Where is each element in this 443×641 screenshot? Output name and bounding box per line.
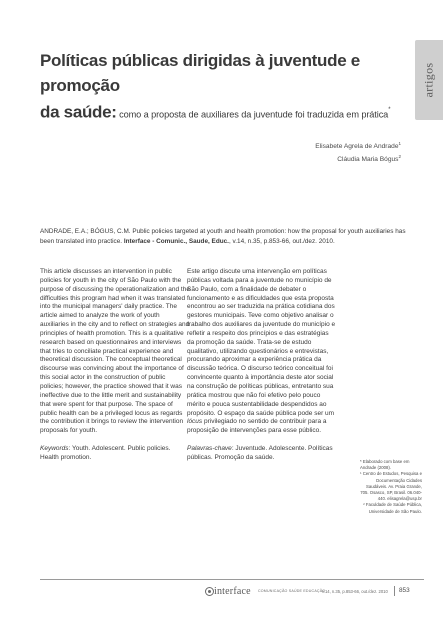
keywords-list: : Juventude. Adolescente. Políticas públicas. Promoção da saúde. [187,445,333,461]
title-note-mark: * [388,107,391,113]
citation [40,227,410,246]
page-number: 853 [399,587,410,594]
abstract-body-part: privilegiado no sentido de contribuir para a proposição de intervenções para esse público. [187,418,327,435]
abstract-portuguese [187,268,337,463]
footnotes [360,459,422,515]
journal-logo: interface [214,586,251,597]
keywords [187,445,337,463]
keywords-list: : Youth. Adolescent. Public policies. Health promotion. [40,445,171,461]
author-name: Elisabete Agrela de Andrade [315,143,399,151]
author [315,152,401,165]
author-name: Cláudia Maria Bógus [337,156,399,164]
authors [315,139,401,165]
title-line-1: Políticas públicas dirigidas à juventude e promoção [40,51,360,95]
abstract-body-part: Este artigo discute uma intervenção em políticas públicas voltada para a juventude no município de São Paulo, com a finalidade de debater o funcionamento e as dificuldades que esta proposta encontrou ao ser traduzida na prática cotidiana dos gestores municipais. Teve como objetivo analisar o trabalho dos auxiliares da juventude do município e refletir a respeito dos princípios e das estratégias da promoção da saúde. Trata-se de estudo qualitativo, utilizando questionários e entrevistas, procurando aproximar a experiência prática da discussão teórica. O discurso teórico conceitual foi convincente quanto à importância deste ator social na construção de políticas públicas, entretanto sua prática mostrou que não foi efetivo pelo pouco mérito e pouca sustentabilidade despendidos ao propósito. O espaço da saúde pública pode ser um [187,268,336,417]
author [315,139,401,152]
abstract-body-italic: lócus [187,418,203,426]
title-subtitle: como a proposta de auxiliares da juventude foi traduzida em prática [116,109,389,120]
author-mark: 1 [398,141,401,146]
page-footer [0,586,443,600]
footer-divider [40,579,424,580]
footnote: ¹ Centro de Estudos, Pesquisa e Documentação Cidades Saudáveis. Av. Praia Grande, 705. Osasco, SP, Brasil. 06.040-440. elisagrela@usp.br [360,471,422,502]
citation-details: , v.14, n.35, p.853-66, out./dez. 2010. [228,237,335,245]
footnote: ² Faculdade de Saúde Pública, Universidade de São Paulo. [363,502,422,514]
article-title [40,48,410,127]
keywords-label: Palavras-chave [187,445,232,453]
citation-text: ANDRADE, E.A.; BÓGUS, C.M. Public policies targeted at youth and health promotion: how the proposal for youth auxiliaries has been translated into practice. [40,228,406,245]
abstract-body: This article discusses an intervention in public policies for youth in the city of São Paulo with the purpose of discussing the operationalization and the difficulties this program had when it was translated into the municipal managers' daily practice. The article aimed to analyze the work of youth auxiliaries in the city and to reflect on strategies and principles of health promotion. This is a qualitative research based on questionnaires and interviews that tries to conciliate practical experience and theoretical discussion. The conceptual theoretical discourse was convincing about the importance of this social actor in the construction of public policies; however, the practice showed that it was ineffective due to the little merit and sustainability that were spent for that purpose. The space of public health can be a privileged locus as regards the contribution it brings to review the intervention proposals for youth. [40,268,190,435]
author-mark: 2 [398,154,401,160]
keywords-label: Keywords [40,445,69,453]
abstract-english [40,268,190,463]
section-tab [415,40,443,120]
interface-logo-icon [205,587,214,596]
footer-separator [394,586,395,596]
footnote: * Elaborado com base em Andrade (2008). [360,459,410,471]
abstract-body [187,268,337,436]
volume-info: v.14, n.35, p.853-66, out./dez. 2010 [322,588,388,594]
journal-subtitle: COMUNICAÇÃO SAÚDE EDUCAÇÃO [258,589,326,593]
keywords [40,445,190,463]
section-label: artigos [421,62,436,98]
citation-journal: Interface - Comunic., Saude, Educ. [123,237,229,245]
title-line-2: da saúde: [40,102,117,122]
